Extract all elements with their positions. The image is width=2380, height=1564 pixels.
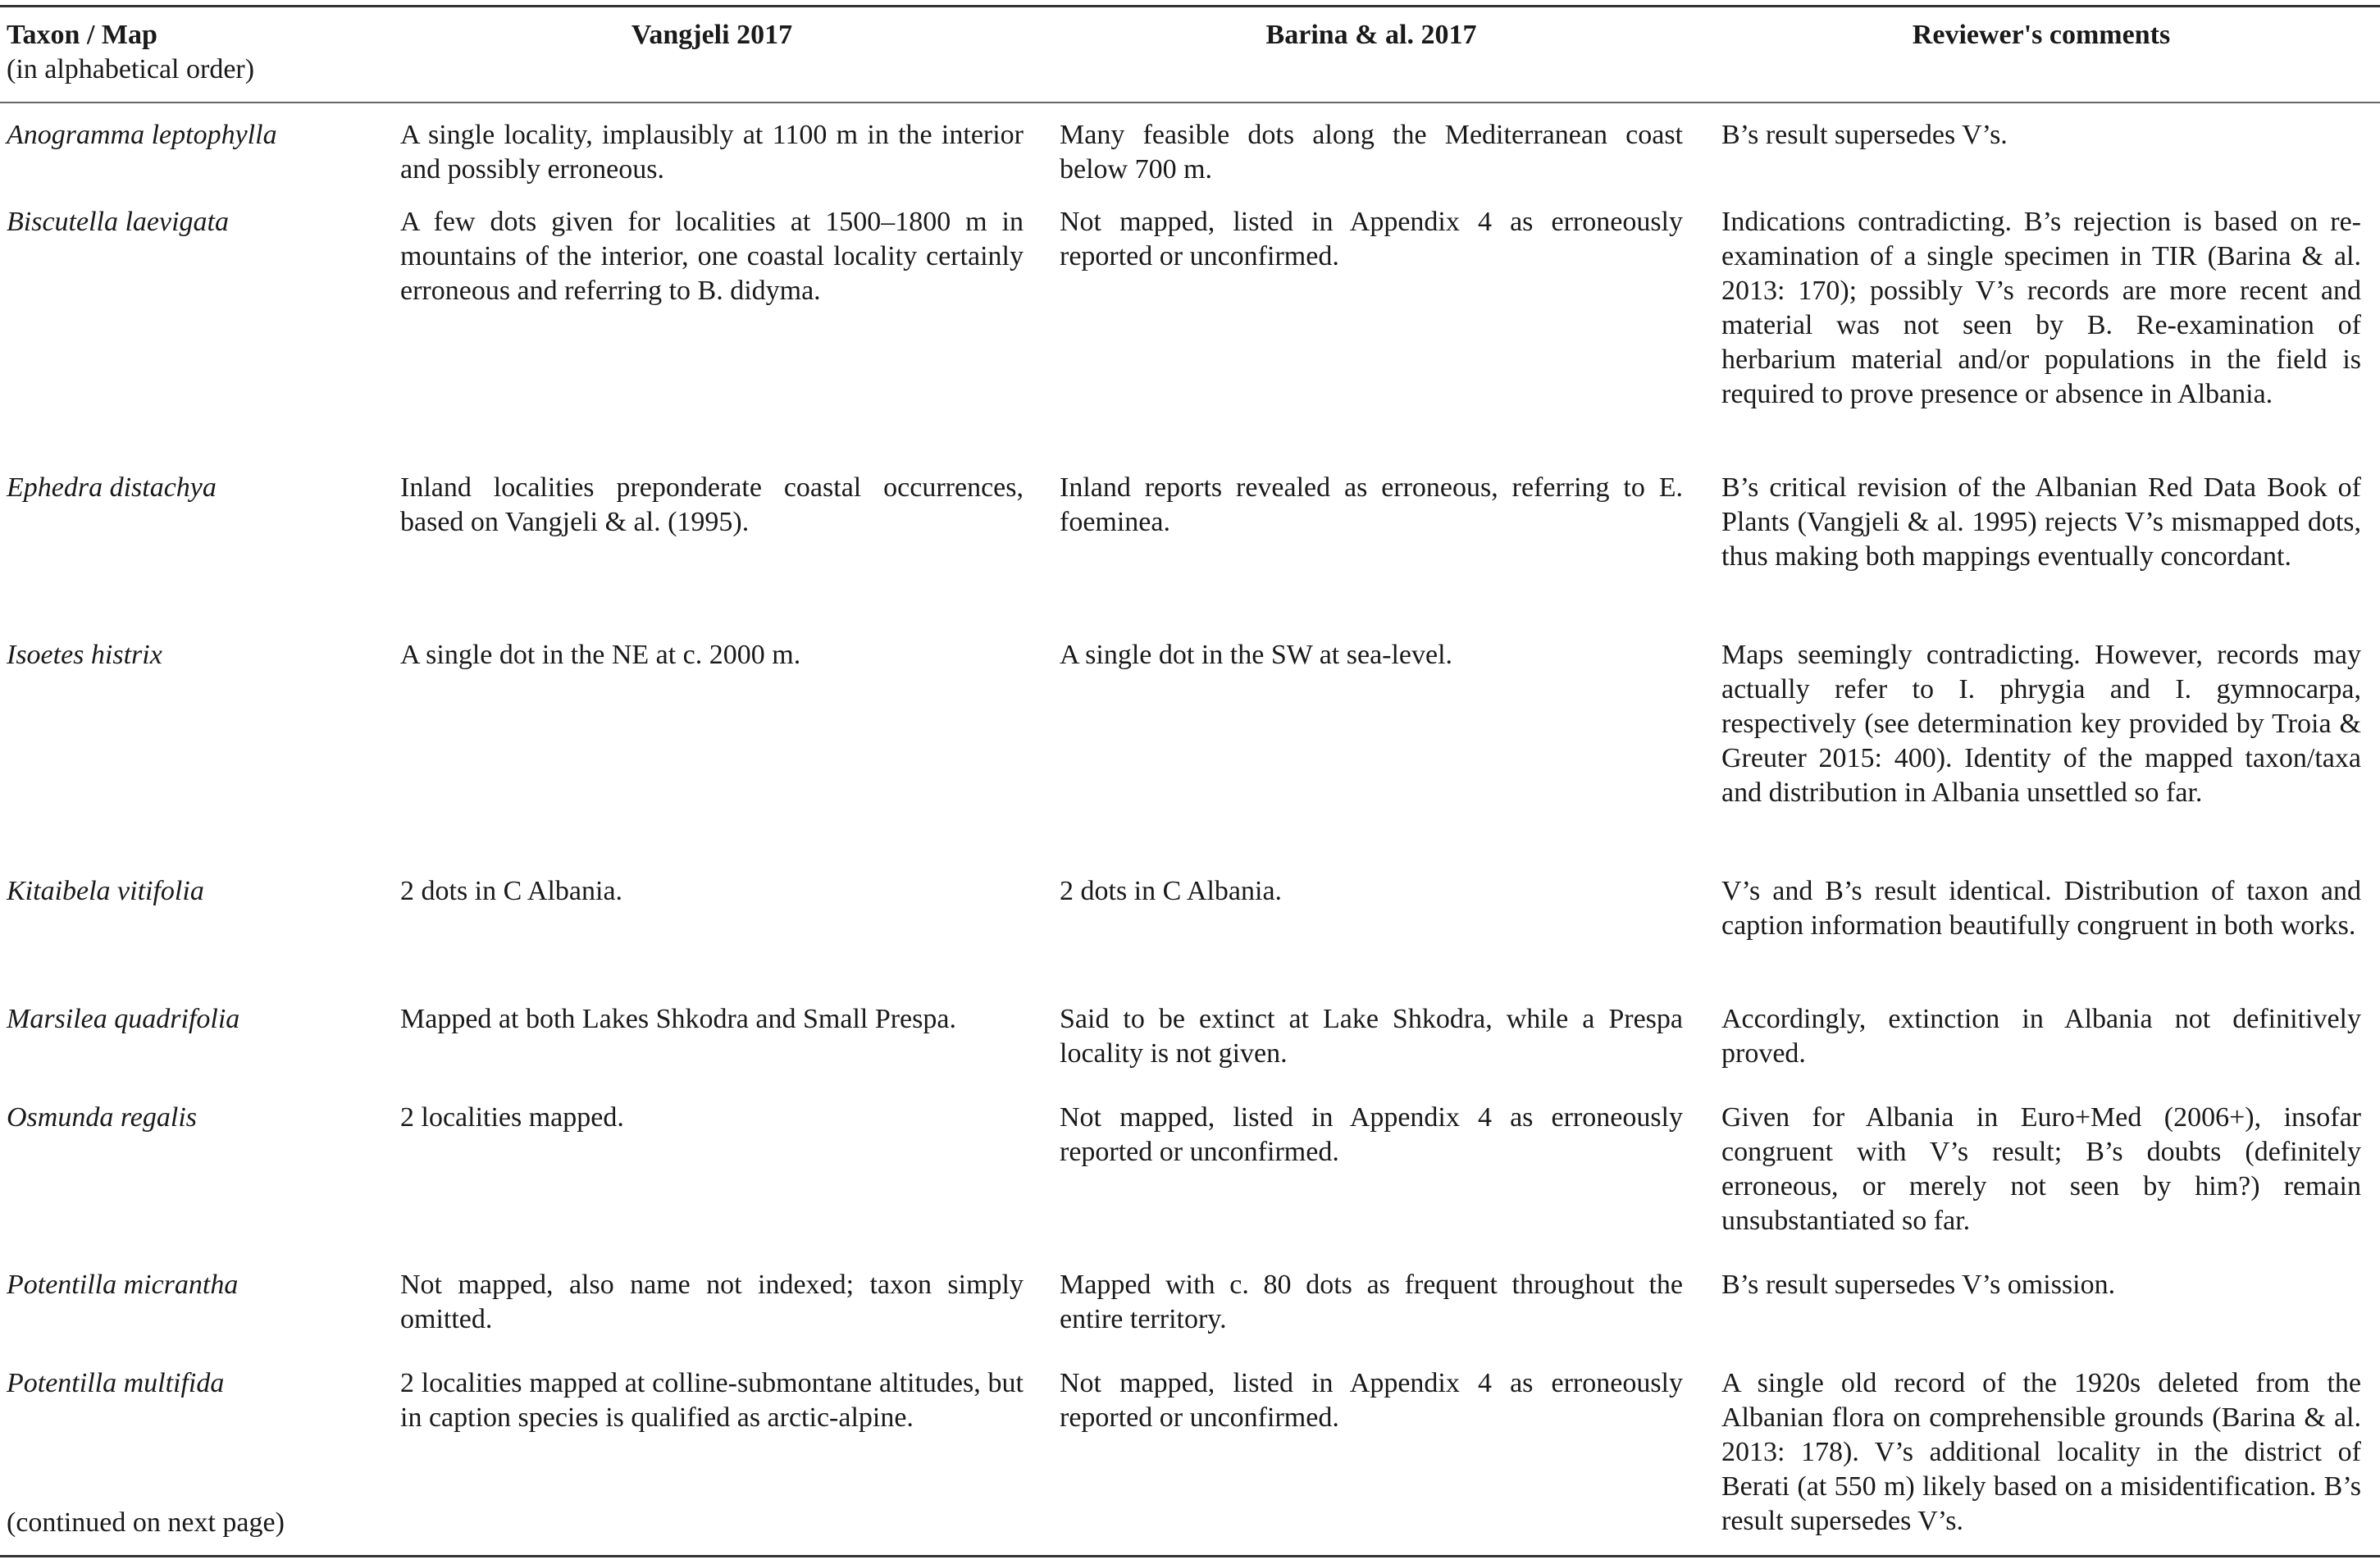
cell-barina: Inland reports revealed as erroneous, referring to E. foeminea.: [1060, 472, 1683, 537]
cell-vangjeli: 2 dots in C Albania.: [400, 876, 623, 906]
cell-barina: Not mapped, listed in Appendix 4 as erroneously reported or unconfirmed.: [1060, 1368, 1683, 1433]
cell-taxon: Marsilea quadrifolia: [7, 1004, 240, 1034]
cell-vangjeli: Not mapped, also name not indexed; taxon simply omitted.: [400, 1270, 1024, 1334]
continued-note: (continued on next page): [7, 1507, 285, 1538]
cell-barina: Not mapped, listed in Appendix 4 as erroneously reported or unconfirmed.: [1060, 207, 1683, 271]
cell-vangjeli: Inland localities preponderate coastal occurrences, based on Vangjeli & al. (1995).: [400, 472, 1024, 537]
cell-barina: Mapped with c. 80 dots as frequent throughout the entire territory.: [1060, 1270, 1683, 1334]
cell-vangjeli: A single dot in the NE at c. 2000 m.: [400, 640, 801, 670]
cell-comments: B’s critical revision of the Albanian Red Data Book of Plants (Vangjeli & al. 1995) rejects V’s mismapped dots, thus making both mappings eventually concordant.: [1721, 472, 2361, 572]
cell-taxon: Osmunda regalis: [7, 1102, 198, 1133]
cell-comments: Accordingly, extinction in Albania not definitively proved.: [1721, 1004, 2361, 1069]
cell-taxon: Biscutella laevigata: [7, 207, 229, 237]
header-vangjeli: Vangjeli 2017: [631, 20, 793, 50]
cell-comments: B’s result supersedes V’s.: [1721, 120, 2008, 150]
cell-vangjeli: 2 localities mapped at colline-submontane altitudes, but in caption species is qualified as arctic-alpine.: [400, 1368, 1024, 1433]
cell-comments: Given for Albania in Euro+Med (2006+), insofar congruent with V’s result; B’s doubts (definitely erroneous, or merely not seen by him?) remain unsubstantiated so far.: [1721, 1102, 2361, 1236]
table-header-rule: [0, 102, 2380, 103]
cell-barina: Said to be extinct at Lake Shkodra, while a Prespa locality is not given.: [1060, 1004, 1683, 1069]
cell-barina: 2 dots in C Albania.: [1060, 876, 1283, 906]
cell-taxon: Potentilla micrantha: [7, 1270, 239, 1300]
table-bottom-rule: [0, 1555, 2380, 1557]
cell-vangjeli: 2 localities mapped.: [400, 1102, 624, 1133]
header-taxon: [7, 18, 367, 87]
cell-comments: Maps seemingly contradicting. However, records may actually refer to I. phrygia and I. gymnocarpa, respectively (see determination key provided by Troia & Greuter 2015: 400). Identity of the mapped taxon/taxa and distribution in Albania unsettled so far.: [1721, 640, 2361, 808]
cell-barina: Many feasible dots along the Mediterranean coast below 700 m.: [1060, 120, 1683, 185]
cell-taxon: Anogramma leptophylla: [7, 120, 277, 150]
cell-taxon: Ephedra distachya: [7, 472, 217, 503]
table-top-rule: [0, 5, 2380, 7]
header-taxon-label: Taxon / Map: [7, 20, 157, 50]
cell-taxon: Isoetes histrix: [7, 640, 162, 670]
cell-comments: Indications contradicting. B’s rejection is based on re-examination of a single specimen in TIR (Barina & al. 2013: 170); possibly V’s records are more recent and material was not seen by B. Re-examination of herbarium material and/or populations in the field is required to prove presence or absence in Albania.: [1721, 207, 2361, 409]
cell-vangjeli: A single locality, implausibly at 1100 m in the interior and possibly erroneous.: [400, 120, 1024, 185]
cell-comments: V’s and B’s result identical. Distribution of taxon and caption information beautifully congruent in both works.: [1721, 876, 2361, 941]
header-comments: Reviewer's comments: [1912, 20, 2171, 50]
cell-vangjeli: A few dots given for localities at 1500–1800 m in mountains of the interior, one coastal locality certainly erroneous and referring to B. didyma.: [400, 207, 1024, 306]
header-barina: Barina & al. 2017: [1265, 20, 1477, 50]
cell-taxon: Potentilla multifida: [7, 1368, 225, 1398]
cell-taxon: Kitaibela vitifolia: [7, 876, 204, 906]
cell-vangjeli: Mapped at both Lakes Shkodra and Small Prespa.: [400, 1004, 956, 1034]
cell-comments: A single old record of the 1920s deleted from the Albanian flora on comprehensible grounds (Barina & al. 2013: 178). V’s additional locality in the district of Berati (at 550 m) likely based on a misidentification. B’s result supersedes V’s.: [1721, 1368, 2361, 1536]
cell-barina: Not mapped, listed in Appendix 4 as erroneously reported or unconfirmed.: [1060, 1102, 1683, 1167]
cell-barina: A single dot in the SW at sea-level.: [1060, 640, 1453, 670]
header-taxon-sublabel: (in alphabetical order): [7, 54, 255, 84]
cell-comments: B’s result supersedes V’s omission.: [1721, 1270, 2116, 1300]
